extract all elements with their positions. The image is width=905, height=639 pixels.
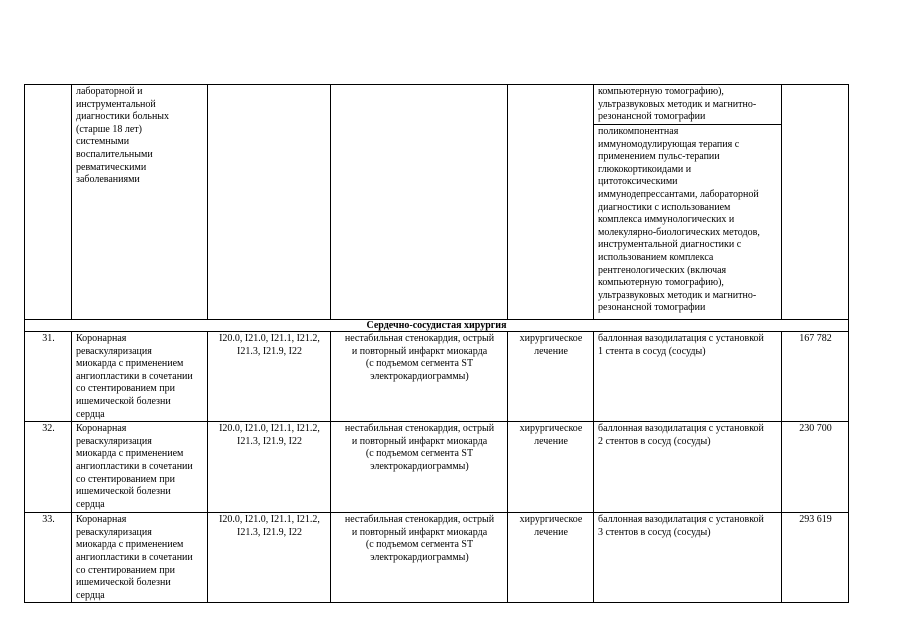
name-line: лабораторной и bbox=[76, 86, 143, 97]
cell-codes bbox=[208, 422, 331, 513]
cell-price: 230 700 bbox=[782, 422, 849, 513]
cell-price-empty bbox=[782, 85, 849, 320]
name-line: сердца bbox=[76, 408, 105, 420]
diagnosis-line: электрокардиограммы) bbox=[370, 551, 469, 563]
row-number: 32. bbox=[25, 422, 72, 513]
cell-codes bbox=[208, 332, 331, 422]
method-line: цитотоксическими bbox=[598, 176, 678, 188]
name-line: реваскуляризация bbox=[76, 526, 152, 538]
method-line: поликомпонентная bbox=[598, 126, 679, 137]
method-line: комплекса иммунологических и bbox=[598, 214, 735, 226]
continuation-row bbox=[25, 85, 849, 125]
name-line: Коронарная bbox=[76, 514, 127, 526]
treatment-line: хирургическое bbox=[519, 514, 583, 526]
treatment-line: хирургическое bbox=[519, 333, 583, 344]
cell-treatment-empty bbox=[508, 85, 594, 320]
cell-num-empty bbox=[25, 85, 72, 320]
diagnosis-line: нестабильная стенокардия, острый bbox=[344, 423, 495, 435]
cell-codes-empty bbox=[208, 85, 331, 320]
diagnosis-line: нестабильная стенокардия, острый bbox=[344, 514, 495, 526]
name-line: ангиопластики в сочетании bbox=[76, 460, 193, 472]
name-line: сердца bbox=[76, 589, 105, 601]
method-line: использованием комплекса bbox=[598, 251, 714, 263]
name-line: со стентированием при bbox=[76, 383, 175, 395]
method-line: баллонная вазодилатация с установкой bbox=[598, 514, 764, 526]
treatment-line: лечение bbox=[534, 345, 568, 357]
name-line: диагностики больных bbox=[76, 111, 170, 123]
diagnosis-line: нестабильная стенокардия, острый bbox=[344, 333, 495, 344]
name-line: заболеваниями bbox=[76, 174, 140, 186]
name-line: ишемической болезни bbox=[76, 395, 171, 407]
name-line: (старше 18 лет) bbox=[76, 123, 142, 135]
row-number: 31. bbox=[25, 332, 72, 422]
name-line: ангиопластики в сочетании bbox=[76, 551, 193, 563]
method-line: иммуномодулирующая терапия с bbox=[598, 138, 740, 150]
cell-diagnosis bbox=[331, 422, 508, 513]
name-line: со стентированием при bbox=[76, 473, 175, 485]
name-line: системными bbox=[76, 136, 130, 148]
cell-diagnosis bbox=[331, 513, 508, 603]
codes-line: I20.0, I21.0, I21.1, I21.2, bbox=[219, 423, 320, 435]
cell-method bbox=[594, 422, 782, 513]
cell-name bbox=[72, 422, 208, 513]
diagnosis-line: и повторный инфаркт миокарда bbox=[351, 345, 488, 357]
treatment-line: лечение bbox=[534, 526, 568, 538]
name-line: ангиопластики в сочетании bbox=[76, 370, 193, 382]
diagnosis-line: (с подъемом сегмента ST bbox=[365, 539, 474, 551]
diagnosis-line: и повторный инфаркт миокарда bbox=[351, 435, 488, 447]
diagnosis-line: электрокардиограммы) bbox=[370, 370, 469, 382]
cell-treatment bbox=[508, 332, 594, 422]
table-row bbox=[25, 422, 849, 513]
method-line: диагностики с использованием bbox=[598, 201, 731, 213]
cell-name bbox=[72, 332, 208, 422]
cell-method bbox=[594, 332, 782, 422]
name-line: миокарда с применением bbox=[76, 448, 184, 460]
codes-line: I20.0, I21.0, I21.1, I21.2, bbox=[219, 333, 320, 344]
table-row bbox=[25, 332, 849, 422]
cell-method-b bbox=[594, 125, 782, 320]
name-line: Коронарная bbox=[76, 333, 127, 344]
method-line: баллонная вазодилатация с установкой bbox=[598, 333, 764, 344]
method-line: резонансной томографии bbox=[598, 302, 706, 314]
method-line: рентгенологических (включая bbox=[598, 264, 727, 276]
method-line: применением пульс-терапии bbox=[598, 151, 720, 163]
cell-codes bbox=[208, 513, 331, 603]
name-line: ишемической болезни bbox=[76, 577, 171, 589]
diagnosis-line: (с подъемом сегмента ST bbox=[365, 358, 474, 370]
method-line: инструментальной диагностики с bbox=[598, 239, 742, 251]
name-line: реваскуляризация bbox=[76, 345, 152, 357]
name-line: миокарда с применением bbox=[76, 358, 184, 370]
cell-diagnosis-empty bbox=[331, 85, 508, 320]
name-line: ревматическими bbox=[76, 161, 147, 173]
method-line: ультразвуковых методик и магнитно- bbox=[598, 289, 757, 301]
method-line: 3 стентов в сосуд (сосуды) bbox=[598, 526, 711, 538]
method-line: баллонная вазодилатация с установкой bbox=[598, 423, 764, 435]
row-number: 33. bbox=[25, 513, 72, 603]
name-line: реваскуляризация bbox=[76, 435, 152, 447]
diagnosis-line: и повторный инфаркт миокарда bbox=[351, 526, 488, 538]
diagnosis-line: (с подъемом сегмента ST bbox=[365, 448, 474, 460]
method-line: 1 стента в сосуд (сосуды) bbox=[598, 345, 706, 357]
method-line: компьютерную томографию), bbox=[598, 86, 724, 97]
treatment-line: лечение bbox=[534, 435, 568, 447]
name-line: Коронарная bbox=[76, 423, 127, 435]
cell-diagnosis bbox=[331, 332, 508, 422]
name-line: воспалительными bbox=[76, 148, 153, 160]
name-line: ишемической болезни bbox=[76, 486, 171, 498]
treatment-line: хирургическое bbox=[519, 423, 583, 435]
method-line: 2 стентов в сосуд (сосуды) bbox=[598, 435, 711, 447]
diagnosis-line: электрокардиограммы) bbox=[370, 460, 469, 472]
cell-name bbox=[72, 85, 208, 320]
method-line: ультразвуковых методик и магнитно- bbox=[598, 98, 757, 110]
cell-price: 293 619 bbox=[782, 513, 849, 603]
method-line: компьютерную томографию), bbox=[598, 277, 724, 289]
cell-name bbox=[72, 513, 208, 603]
codes-line: I20.0, I21.0, I21.1, I21.2, bbox=[219, 514, 320, 526]
section-title: Сердечно-сосудистая хирургия bbox=[25, 320, 849, 332]
cell-treatment bbox=[508, 513, 594, 603]
name-line: сердца bbox=[76, 498, 105, 510]
section-row bbox=[25, 320, 849, 332]
method-line: глюкокортикоидами и bbox=[598, 163, 692, 175]
cell-method-a bbox=[594, 85, 782, 125]
method-line: резонансной томографии bbox=[598, 111, 706, 123]
cell-method bbox=[594, 513, 782, 603]
cell-price: 167 782 bbox=[782, 332, 849, 422]
cell-treatment bbox=[508, 422, 594, 513]
tariff-table bbox=[24, 84, 849, 603]
name-line: инструментальной bbox=[76, 98, 156, 110]
name-line: со стентированием при bbox=[76, 564, 175, 576]
method-line: иммунодепрессантами, лабораторной bbox=[598, 188, 759, 200]
table-row bbox=[25, 513, 849, 603]
name-line: миокарда с применением bbox=[76, 539, 184, 551]
method-line: молекулярно-биологических методов, bbox=[598, 226, 760, 238]
codes-line: I21.3, I21.9, I22 bbox=[237, 345, 302, 357]
codes-line: I21.3, I21.9, I22 bbox=[237, 435, 302, 447]
codes-line: I21.3, I21.9, I22 bbox=[237, 526, 302, 538]
